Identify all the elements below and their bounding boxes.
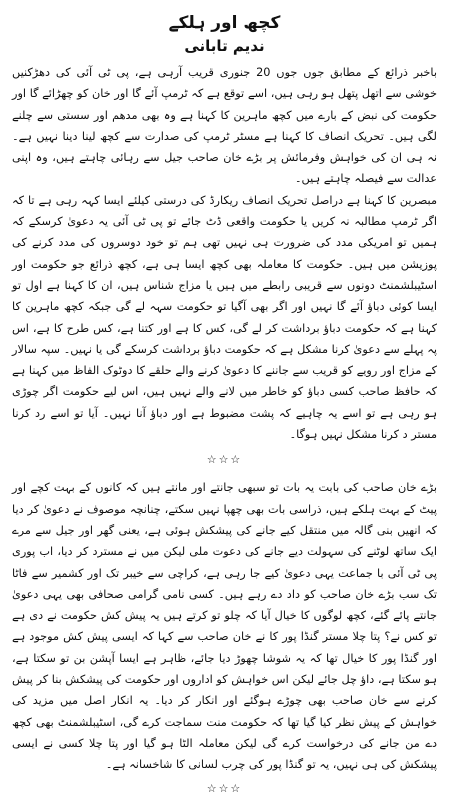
paragraph: بڑے خان صاحب کی بابت یہ بات تو سبھی جانتے اور مانتے ہیں کہ کانوں کے بہت کچے اور پیٹ کے بہت ہلکے ہیں، ذراسی بات بھی چھپا نہیں سکتے، چنانچہ موصوف نے دعویٰ کر دیا کہ انھیں بنی گالہ میں منتقل کیے جانے کی پیشکش ہوئی ہے، یعنی گھر اور جیل سے مرے ایک ساتھ لوٹنے کی سہولت دیے جانے کی دعوت ملی لیکن میں نے مسترد کر دیا، اب پوری پی ٹی آئی با جماعت یہی دعویٰ کیے جا رہی ہے، کراچی سے خیبر تک اور کشمیر سے فاٹا تک سب بڑے خان صاحب کو داد دے رہے ہیں۔ کسی نامی گرامی صحافی بھی یہی دعویٰ جانتے پائے گئے، کچھ لوگوں کا خیال آیا کہ چلو تو کرتے ہیں یہ پیش کش حکومت نے دی ہے تو کس نے؟ پتا چلا مستر گنڈا پور کا نے خان صاحب سے کہا کہ ایسی پیش کش موجود ہے اور گنڈا پور کا خیال تھا کہ یہ شوشا چھوڑ دیا جائے، ظاہر ہے ایسا آپشن بن تو سکتا ہے، ہو سکتا ہے، داؤ چل جائے لیکن اس خواہش کو اداروں اور حکومت کی پیشکش بنا کر پیش کرنے سے خان صاحب بھی چوڑے ہوگئے اور انکار کر دیا۔ یہ انکار اصل میں مزید کی خواہش کے پیش نظر کیا گیا تھا کہ حکومت منت سماجت کرے گی، اسٹیبلشمنٹ بھی کچھ دے من جانے کی درخواست کرے گی لیکن معاملہ الٹا ہو گیا اور پتا چلا کسی نے ایسی پیشکش کی ہی نہیں، یہ تو گنڈا پور کی چرب لسانی کا شاخسانہ ہے۔	[12, 481, 437, 772]
paragraph: مبصرین کا کہنا ہے دراصل تحریک انصاف ریکارڈ کی درستی کیلئے ایسا کہہ رہی ہے تا کہ اگر ٹرمپ مطالبہ نہ کریں یا حکومت واقعی ڈٹ جائے تو پی ٹی آئی یہ دعویٰ کرسکے کہ ہمیں تو امریکی مدد کی ضرورت ہی نہیں تھی ہم تو خود دوسروں کی مدد کرنے کی پوزیشن میں ہیں۔ حکومت کا معاملہ بھی کچھ ایسا ہی ہے، کچھ ذرائع جو حکومت اور اسٹیبلشمنٹ دونوں سے قریبی رابطے میں ہیں یا مزاج شناس ہیں، ان کا کہنا ہے اول تو ایسا کوئی دباؤ آئے گا نہیں اور اگر بھی آگیا تو حکومت سہہ لے گی جبکہ کچھ ماہرین کا کہنا ہے کہ حکومت دباؤ برداشت کر لے گی، کس کا ہے اور کتنا ہے، کس طرح کا ہے، اس پہ پہلے سے دعویٰ کرنا مشکل ہے کہ حکومت دباؤ برداشت کرسکے گی یا نہیں۔ سپہ سالار کے مزاج اور رویے کو قریب سے جاننے کا دعویٰ کرنے والے حلقے کا دوٹوک الفاظ میں کہنا ہے کہ حافظ صاحب کسی دباؤ کو خاطر میں لانے والے نہیں ہیں، اس لیے حکومت اگر چوڑی ہو رہی ہے تو اسے یہ چاہیے کہ پشت مضبوط ہے اور دباؤ آنا نہیں۔ آیا تو اسے رد کرنا مستر د کرنا مشکل نہیں ہوگا۔	[12, 193, 437, 442]
section-separator: ☆☆☆	[206, 781, 243, 795]
author-name: ندیم تابانی	[184, 37, 265, 55]
paragraph: باخبر ذرائع کے مطابق جوں جوں 20 جنوری قریب آرہی ہے، پی ٹی آئی کی دھڑکنیں خوشی سے اتھل پتھل ہو رہی ہیں، اسے توقع ہے کہ ٹرمپ آئے گا اور خان کو چھڑائے گا اور حکومت کی نبض کے بارے میں کچھ ماہرین کا کہنا ہے وہ بھی مدھم اور سستی سے چلنے لگی ہیں۔ تحریک انصاف کا کہنا ہے مسٹر ٹرمپ کی صدارت سے کچھ لینا دینا نہیں ہے۔ نہ ہی ان کی خواہش وفرمائش پر بڑے خان صاحب جیل سے رہائی چاہتے ہیں، وہ اپنی عدالت سے فیصلہ چاہتے ہیں۔	[12, 66, 437, 186]
section-separator: ☆☆☆	[206, 453, 243, 467]
column-title: کچھ اور ہلکے	[168, 13, 281, 33]
